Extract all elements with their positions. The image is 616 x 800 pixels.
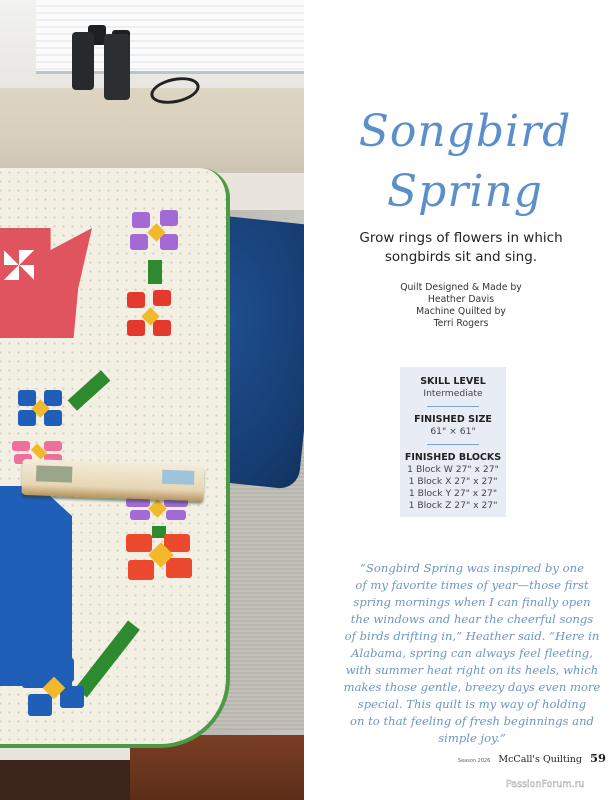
block-item: 1 Block X 27" x 27"	[408, 476, 498, 487]
orange-flower	[126, 534, 196, 582]
block-item: 1 Block Z 27" x 27"	[408, 500, 498, 511]
skill-level-value: Intermediate	[423, 388, 483, 399]
magazine-name: McCall's Quilting	[498, 754, 582, 765]
red-bird-block	[0, 228, 92, 338]
finished-size-label: FINISHED SIZE	[414, 414, 492, 425]
page-footer	[442, 751, 606, 767]
quote-line: spring mornings when I can finally open	[353, 595, 591, 609]
finished-blocks-label: FINISHED BLOCKS	[404, 452, 502, 463]
binoculars-barrel-left	[72, 32, 94, 90]
quilt	[0, 168, 230, 748]
purple-flower	[130, 210, 186, 256]
blue-flower-bottom	[16, 658, 86, 722]
red-flower	[125, 290, 179, 344]
page-number: 59	[589, 751, 606, 765]
quote-line: on to that feeling of fresh beginnings and	[350, 714, 594, 728]
open-bird-book	[21, 459, 204, 501]
star-block-red	[4, 250, 34, 280]
stem	[68, 370, 111, 411]
quote-line: “Songbird Spring was inspired by one	[360, 561, 584, 575]
issue-date: Season 2026	[457, 758, 491, 764]
stats-box	[400, 367, 506, 517]
subtitle-line-1: Grow rings of flowers in which	[359, 230, 563, 246]
quilt-photo	[0, 0, 304, 800]
quote-line: special. This quilt is my way of holding	[357, 697, 587, 711]
purple-flower-lower	[126, 498, 192, 522]
quote-line: simple joy.”	[438, 731, 506, 745]
subtitle-line-2: songbirds sit and sing.	[384, 249, 538, 265]
blue-bird-block	[0, 486, 72, 686]
quote-line: with summer heat right on its heels, which	[345, 663, 599, 677]
credit-line: Quilt Designed & Made by	[400, 282, 522, 293]
designer-quote	[338, 560, 606, 747]
stem	[148, 260, 162, 284]
blue-flower	[18, 390, 64, 430]
block-item: 1 Block Y 27" x 27"	[408, 488, 498, 499]
title-line-1: Songbird	[358, 106, 572, 157]
block-item: 1 Block W 27" x 27"	[407, 464, 499, 475]
window-sill	[0, 88, 304, 173]
article-title	[330, 102, 600, 222]
book-bird-illustration-left	[36, 465, 73, 482]
skill-level-label: SKILL LEVEL	[420, 376, 486, 387]
quilter-name: Terri Rogers	[433, 318, 489, 329]
article-subtitle	[330, 229, 592, 267]
designer-name: Heather Davis	[427, 294, 495, 305]
credit-line: Machine Quilted by	[416, 306, 506, 317]
quote-line: of my favorite times of year—those first	[355, 578, 589, 592]
finished-size-value: 61" × 61"	[430, 426, 476, 437]
book-bird-illustration-right	[162, 470, 194, 485]
article-column	[330, 0, 616, 800]
divider	[427, 444, 479, 445]
binoculars-barrel-right	[104, 34, 130, 100]
title-line-2: Spring	[387, 166, 543, 217]
quote-line: of birds drifting in,” Heather said. “Here in	[344, 629, 600, 643]
quote-line: makes those gentle, breezy days even more	[343, 680, 601, 694]
quote-line: Alabama, spring can always feel fleeting,	[351, 646, 593, 660]
credits	[330, 282, 592, 330]
watermark: PassionForum.ru	[506, 779, 585, 790]
divider	[427, 406, 479, 407]
quote-line: the windows and hear the cheerful songs	[350, 612, 594, 626]
